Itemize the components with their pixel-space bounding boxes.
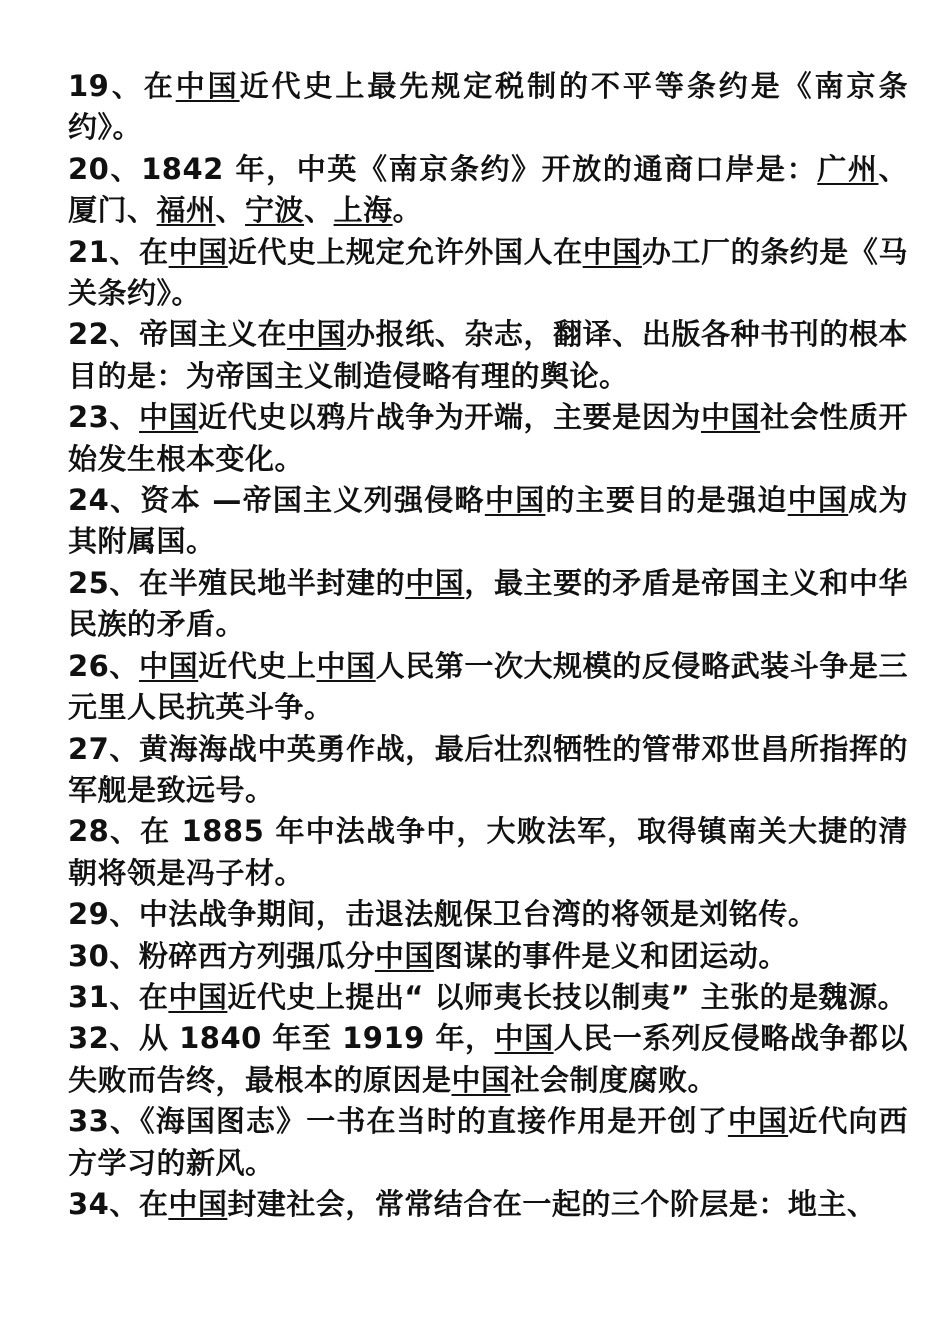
underlined-term: 中国	[168, 979, 228, 1014]
text-segment: 31、在	[68, 979, 169, 1014]
text-segment: 人民一系列反侵略战争都以失败而告终，最根本的原因是	[68, 1021, 908, 1097]
underlined-term: 中国	[727, 1104, 789, 1139]
text-segment: 27、黄海海战中英勇作战，最后壮烈牺牲的管带邓世昌所指挥的军舰是致远号。	[68, 731, 908, 807]
question-item	[68, 480, 908, 563]
question-item	[68, 1184, 908, 1225]
question-item	[68, 66, 908, 149]
text-segment: 成为其附属国。	[68, 483, 908, 559]
text-segment: 21、在	[68, 234, 169, 269]
question-item	[68, 149, 908, 232]
underlined-term: 中国	[139, 648, 199, 683]
underlined-term: 中国	[700, 400, 761, 435]
text-segment: ，最主要的矛盾是帝国主义和中华民族的矛盾。	[68, 565, 908, 642]
underlined-term: 中国	[168, 234, 228, 269]
underlined-term: 广州	[817, 151, 879, 186]
underlined-term: 中国	[451, 1062, 511, 1097]
underlined-term: 中国	[494, 1021, 554, 1056]
text-segment: 近代向西方学习的新风。	[68, 1104, 908, 1180]
text-segment: 25、在半殖民地半封建的	[68, 565, 406, 600]
question-item	[68, 1018, 908, 1101]
question-item	[68, 646, 908, 729]
text-segment: 办报纸、杂志，翻译、出版各种书刊的根本目的是：为帝国主义制造侵略有理的舆论。	[68, 317, 908, 393]
text-segment: 24、资本 —帝国主义列强侵略	[68, 483, 485, 518]
text-segment: 33、《海国图志》一书在当时的直接作用是开创了	[68, 1104, 728, 1139]
text-segment: 26、	[68, 648, 140, 683]
text-segment: 22、帝国主义在	[68, 317, 287, 352]
text-segment: 人民第一次大规模的反侵略武装斗争是三元里人民抗英斗争。	[68, 648, 908, 725]
text-segment: 近代史上规定允许外国人在	[227, 234, 583, 269]
text-segment: 30、粉碎西方列强瓜分	[68, 938, 375, 973]
question-item	[68, 232, 908, 315]
text-segment: 、厦门、	[68, 151, 908, 228]
underlined-term: 中国	[405, 565, 465, 600]
underlined-term: 上海	[333, 193, 393, 228]
underlined-term: 中国	[484, 483, 546, 518]
text-segment: 。	[392, 193, 423, 228]
question-item	[68, 936, 908, 977]
text-segment: 社会性质开始发生根本变化。	[68, 400, 908, 476]
text-segment: 封建社会，常常结合在一起的三个阶层是：地主、	[227, 1186, 877, 1221]
underlined-term: 中国	[787, 483, 849, 518]
text-segment: 、	[304, 193, 334, 228]
text-segment: 办工厂的条约是《马关条约》。	[68, 234, 908, 311]
underlined-term: 中国	[175, 69, 240, 103]
underlined-term: 中国	[316, 648, 376, 683]
text-segment: 20、1842 年，中英《南京条约》开放的通商口岸是：	[68, 151, 818, 186]
text-segment: 、	[215, 193, 246, 228]
document-page	[68, 66, 908, 1225]
text-segment: 近代史上最先规定税制的不平等条约是《南京条约》。	[68, 69, 908, 145]
underlined-term: 福州	[156, 193, 216, 228]
question-item	[68, 314, 908, 397]
text-segment: 近代史上提出“ 以师夷长技以制夷” 主张的是魏源。	[227, 979, 908, 1014]
text-segment: 29、中法战争期间，击退法舰保卫台湾的将领是刘铭传。	[68, 897, 818, 932]
text-segment: 32、从 1840 年至 1919 年，	[68, 1021, 495, 1056]
text-segment: 23、	[68, 400, 140, 435]
question-item	[68, 397, 908, 480]
text-segment: 图谋的事件是义和团运动。	[433, 938, 788, 973]
question-item	[68, 977, 908, 1018]
text-segment: 28、在 1885 年中法战争中，大败法军，取得镇南关大捷的清朝将领是冯子材。	[68, 814, 908, 890]
text-segment: 社会制度腐败。	[510, 1062, 718, 1097]
question-item	[68, 811, 908, 894]
question-item	[68, 1101, 908, 1184]
underlined-term: 中国	[286, 317, 347, 352]
text-segment: 的主要目的是强迫	[545, 483, 788, 518]
question-item	[68, 729, 908, 812]
underlined-term: 中国	[168, 1186, 228, 1221]
underlined-term: 中国	[139, 400, 199, 435]
text-segment: 近代史上	[198, 648, 317, 683]
text-segment: 19、在	[68, 69, 176, 103]
text-segment: 近代史以鸦片战争为开端，主要是因为	[198, 400, 701, 435]
text-segment: 34、在	[68, 1186, 169, 1221]
underlined-term: 中国	[582, 234, 642, 269]
question-item	[68, 894, 908, 935]
question-item	[68, 563, 908, 646]
underlined-term: 中国	[374, 938, 434, 973]
underlined-term: 宁波	[245, 193, 305, 228]
